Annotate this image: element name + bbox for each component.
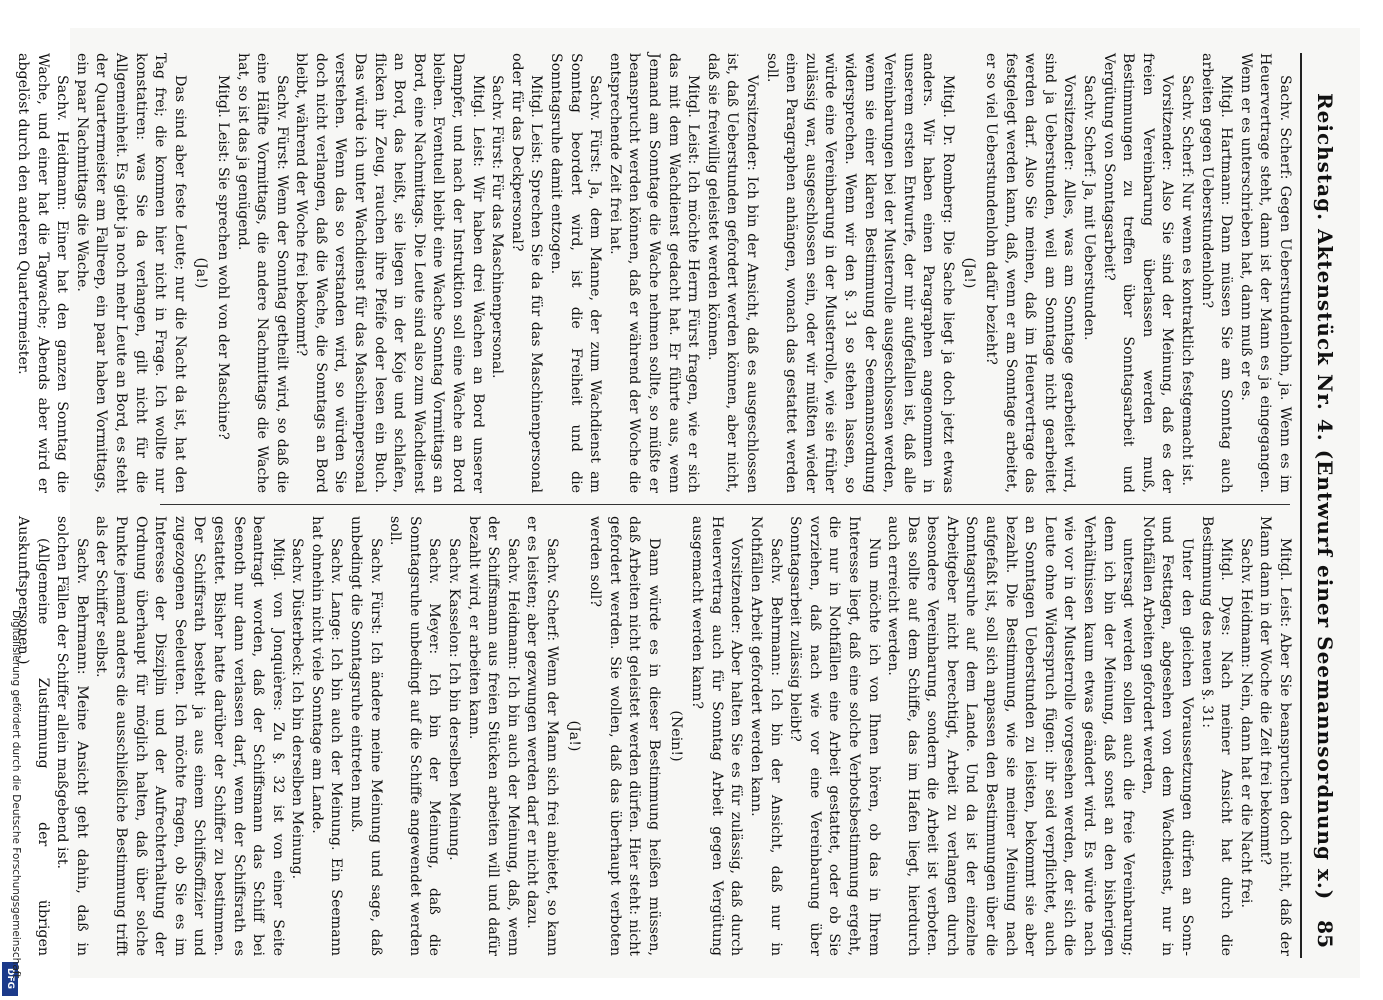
paragraph: Sachv. Scherf: Gegen Ueberstundenlohn, ja. Wenn es im Heuervertrage steht, dann ist der Mann es ja eingegangen. Wenn er es unterschrieben hat, dann muß er es. [1237,53,1293,493]
paragraph: Sachv. Kasselon: Ich bin derselben Meinung. [446,538,463,861]
paragraph: Vorsitzender: Aber halten Sie es für zulässig, daß durch Heuervertrag auch für Sonntag Arbeit gegen Vergütung ausgemacht werden kann? [689,516,745,956]
paragraph: Vorsitzender: Also Sie sind der Meinung, daß es der freien Vereinbarung überlassen werden muß, Bestimmungen zu treffen über Sonntagsarbeit und Vergütung von Sonntagsarbeit? [1100,53,1176,493]
paragraph: Mitgl. Leist: Wir haben drei Wachen an Bord unserer Dampfer, und nach der Instruktion soll eine Wache an Bord bleiben. Eventuell bleibt eine Wache Sonntag Vormittags an Bord, eine Nachmittags. Die Leute sind also zum Wachdienst an Bord, das heißt, sie liegen in der Koje und schlafen, flicken ihr Zeug, rauchen ihre Pfeife oder lesen ein Buch. Das würde ich unter Wachdienst für das Maschinenpersonal verstehen. Wenn das so verstanden wird, so würden Sie doch nicht verlangen, daß die Wache, die Sonntags an Bord bleibt, während der Woche frei bekommt? [293,53,486,493]
page-header [1300,53,1342,958]
paragraph: Mitgl. Leist: Aber Sie beanspruchen doch nicht, daß der Mann dann in der Woche die Zeit frei bekommt? [1257,516,1293,956]
paragraph: (Allgemeine Zustimmung der übrigen Auskunftspersonen.) [15,516,51,956]
paragraph: Nun möchte ich von Ihnen hören, ob das in Ihrem Interesse liegt, daß eine solche Verbotsbestimmung ergeht, die nur in Nothfällen eine Arbeit gestattet, oder ob Sie vorziehen, daß nach wie vor eine Vereinbarung über Sonntagsarbeit zulässig bleibt? [787,516,882,956]
paragraph: Sachv. Düsterbeck: Ich bin derselben Meinung. [289,538,306,880]
paragraph: Sachv. Scherf: Ja, mit Ueberstunden. [1081,75,1098,341]
paragraph: Mitgl. Dr. Romberg: Die Sache liegt ja doch jetzt etwas anders. Wir haben einen Paragraphen angenommen in unserem ersten Entwurfe, der mir aufgefallen ist, daß alle Vereinbarungen bei der Musterrolle ausgeschlossen werden, wenn sie einer klaren Bestimmung der Seemannsordnung widersprechen. Wenn wir den §. 31 so stehen lassen, so würde eine Vereinbarung in der Musterrolle, wie sie früher zulässig war, ausgeschlossen sein, oder wir müßten wieder einen Paragraphen anhängen, wonach das gestattet werden soll. [763,53,956,493]
paragraph: Sachv. Behrmann: Ich bin der Ansicht, daß nur in Nothfällen Arbeit gefordert werden kann. [747,516,784,956]
digitization-credit: Digitalisierung gefördert durch die Deutsche Forschungsgemeinschaft [10,610,22,979]
paragraph: Sachv. Heidmann: Einer hat den ganzen Sonntag die Wache, und einer hat die Tagwache; Abends aber wird er abgelöst durch den anderen Quartermeister. [15,53,71,493]
paragraph: Dann würde es in dieser Bestimmung heißen müssen, daß Arbeiten nicht geleistet werden dürfen. Hier steht: nicht gefordert werden. Sie wollen, daß das überhaupt verboten werden soll? [587,516,662,956]
paragraph: Sachv. Fürst: Ja, dem Manne, der zum Wachdienst am Sonntag beordert wird, ist die Freiheit und die Sonntagsruhe damit entzogen. [548,53,604,493]
paragraph: Sachv. Fürst: Ich ändere meine Meinung und sage, daß unbedingt die Sonntagsruhe eintreten muß. [348,516,384,956]
paragraph: untersagt werden sollen auch die freie Vereinbarung; denn ich bin der Meinung, daß sonst an den bisherigen Verhältnissen kaum etwas geändert wird. Es würde nach wie vor in der Musterrolle vorgesehen werden, der sich die Leute ohne Widerspruch fügen: ihr seid verpflichtet, auch an Sonntagen Ueberstunden zu leisten, bekommt sie aber bezahlt. Die Bestimmung, wie sie meiner Meinung nach aufgefaßt ist, soll sich anpassen den Bestimmungen über die Sonntagsruhe auf dem Lande. Und da ist der einzelne Arbeitgeber nicht berechtigt, Arbeit zu verlangen durch besondere Vereinbarung, sondern die Arbeit ist verboten. Das sollte auf dem Schiffe, das im Hafen liegt, hierdurch auch erreicht werden. [885,516,1137,956]
paragraph: Sachv. Lange: Ich bin auch der Meinung. Ein Seemann hat ohnehin nicht viele Sonntage am Lande. [308,516,345,956]
paragraph: Sachv. Scherf: Wenn der Mann sich frei anbietet, so kann er es leisten; aber gezwungen werden darf er nicht dazu. [524,516,561,956]
paragraph: Das sind aber feste Leute; nur die Nacht da ist, hat den Tag frei; die kommen hier nicht in Frage. Ich wollte nur konstatiren: was Sie da verlangen, gilt nicht für die Allgemeinheit. Es giebt ja noch mehr Leute an Bord, es steht der Quartermeister am Fallreep, ein paar haben Vormittags, ein paar Nachmittags die Wache. [73,53,188,493]
page-title: Reichstag. Aktenstück Nr. 4. (Entwurf einer Seemannsordnung x.) [1313,93,1337,901]
page-number: 85 [1313,920,1337,948]
paragraph: Mitgl. Hartmann: Dann müssen Sie am Sonntag auch arbeiten gegen Ueberstundenlohn? [1198,53,1235,493]
paragraph: Sachv. Fürst: Wenn der Sonntag getheilt wird, so daß die eine Hälfte Vormittags, die andere Nachmittags die Wache hat, so ist das ja genügend. [234,53,290,493]
paragraph: Sachv. Heidmann: Nein, dann hat er die Nacht frei. [1237,538,1254,908]
paragraph: Sachv. Scherf: Nur wenn es kontraktlich festgemacht ist. [1179,75,1196,487]
paragraph: Vorsitzender: Alles, was am Sonntage gearbeitet wird, sind ja Ueberstunden, weil am Sonntage nicht gearbeitet werden darf. Also Sie meinen, daß im Heuervertrage das festgelegt werden kann, daß, wenn er am Sonntage arbeitet, er so viel Ueberstundenlohn dafür bezieht? [983,53,1078,493]
paragraph: Sachv. Heidmann: Ich bin auch der Meinung, daß, wenn der Schiffsmann aus freien Stücken arbeiten will und dafür bezahlt wird, er arbeiten kann. [465,516,521,956]
paragraph: Mitgl. Dyes: Nach meiner Ansicht hat durch die Bestimmung des neuen §. 31: [1198,516,1235,956]
left-column [15,53,1294,493]
paragraph: (Ja!) [961,257,978,289]
paragraph: Sachv. Behrmann: Meine Ansicht geht dahin, daß in solchen Fällen der Schiffer allein maßgebend ist. [54,516,90,956]
paragraph: (Ja!) [565,720,582,752]
paragraph: Unter den gleichen Voraussetzungen dürfen an Sonn- und Festtagen, abgesehen von dem Wachdienst, nur in Nothfällen Arbeiten gefordert werden, [1139,516,1196,956]
paragraph: Sachv. Fürst: Für das Maschinenpersonal. [489,75,506,379]
column-divider [160,504,1290,505]
paragraph: Mitgl. Leist: Sprechen Sie da für das Maschinenpersonal oder für das Deckpersonal? [508,53,545,493]
paragraph: Mitgl. Leist: Sie sprechen wohl von der Maschine? [214,75,231,440]
paragraph: Vorsitzender: Ich bin der Ansicht, daß es ausgeschlossen ist, daß Ueberstunden gefordert werden können, aber nicht, daß sie freiwillig geleistet werden können. [704,53,760,493]
paragraph: Sachv. Meyer: Ich bin der Meinung, daß die Sonntagsruhe unbedingt auf die Schiffe angewendet werden soll. [387,516,443,956]
paragraph: (Nein!) [667,710,684,762]
dfg-logo: DFG [2,962,18,996]
paragraph: Mitgl. Leist: Ich möchte Herrn Fürst fragen, wie er sich das mit dem Wachdienst gedacht hat. Er führte aus, wenn Jemand am Sonntage die Wache nehmen sollte, so müßte er beansprucht werden können, daß er während der Woche die entsprechende Zeit frei hat. [606,53,702,493]
paragraph: (Ja!) [193,257,210,289]
paragraph: Mitgl. von Jonquières: Zu §. 32 ist von einer Seite beantragt worden, daß der Schiffsmann das Schiff bei Seenoth nur dann verlassen darf, wenn der Schiffsrath es gestattet. Bisher hatte darüber der Schiffer zu bestimmen. Der Schiffsrath besteht ja aus einem Schiffsoffizier und zugezogenen Seeleuten. Ich möchte fragen, ob Sie es im Interesse der Disziplin und der Aufrechterhaltung der Ordnung überhaupt für möglich halten, daß über solche Punkte jemand anders die ausschließliche Bestimmung trifft als der Schiffer selbst. [93,516,286,956]
